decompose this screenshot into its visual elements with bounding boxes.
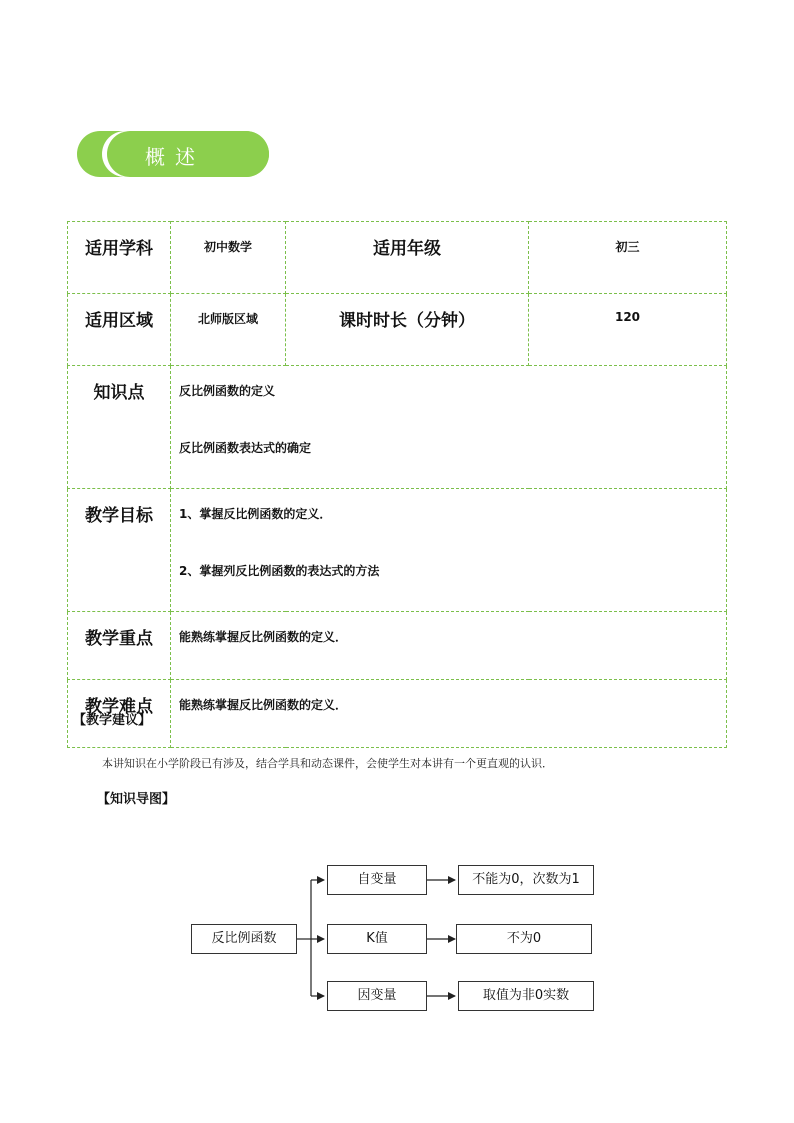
goal-label: 教学目标 [68, 489, 171, 612]
mindmap-title: 【知识导图】 [97, 792, 176, 807]
subject-value: 初中数学 [171, 222, 286, 294]
difficulty-label: 教学难点 [68, 680, 171, 748]
knowledge-item: 反比例函数的定义 [179, 384, 276, 398]
mindmap-branch-node: 因变量 [327, 981, 427, 1011]
suggestion-text: 本讲知识在小学阶段已有涉及，结合学具和动态课件，会使学生对本讲有一个更直观的认识． [102, 757, 553, 770]
grade-value: 初三 [529, 222, 727, 294]
region-value: 北师版区域 [171, 294, 286, 366]
subject-label: 适用学科 [68, 222, 171, 294]
region-label: 适用区域 [68, 294, 171, 366]
mindmap-detail-node: 不为0 [456, 924, 592, 954]
key-label: 教学重点 [68, 612, 171, 680]
goal-item: 1、掌握反比例函数的定义． [179, 507, 332, 521]
mindmap-detail-node: 不能为0，次数为1 [458, 865, 594, 895]
difficulty-value: 能熟练掌握反比例函数的定义． [179, 698, 348, 712]
badge-label: 概述 [145, 145, 205, 169]
knowledge-item: 反比例函数表达式的确定 [179, 441, 312, 455]
mindmap-branch-node: K值 [327, 924, 427, 954]
duration-label: 课时时长（分钟） [286, 294, 529, 366]
grade-label: 适用年级 [286, 222, 529, 294]
mindmap-detail-node: 取值为非0实数 [458, 981, 594, 1011]
mindmap-root-node: 反比例函数 [191, 924, 297, 954]
knowledge-label: 知识点 [68, 366, 171, 489]
goal-item: 2、掌握列反比例函数的表达式的方法 [179, 564, 380, 578]
mindmap-branch-node: 自变量 [327, 865, 427, 895]
key-value: 能熟练掌握反比例函数的定义． [179, 630, 348, 644]
duration-value: 120 [529, 294, 727, 366]
suggestion-title: 【教学建议】 [73, 713, 152, 728]
